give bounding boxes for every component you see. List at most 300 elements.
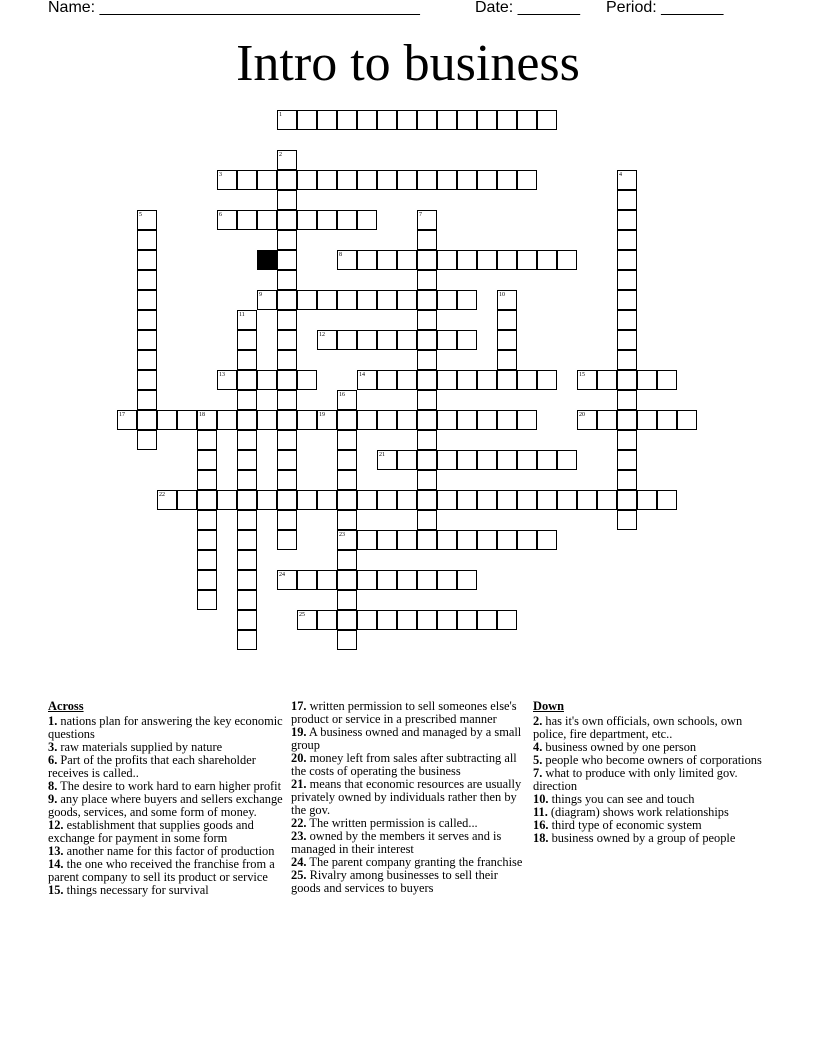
grid-cell[interactable] [657, 490, 677, 510]
grid-cell[interactable] [257, 210, 277, 230]
grid-cell[interactable] [297, 570, 317, 590]
grid-cell[interactable] [137, 330, 157, 350]
grid-cell[interactable] [497, 330, 517, 350]
grid-cell[interactable] [537, 250, 557, 270]
grid-cell[interactable] [497, 110, 517, 130]
grid-cell[interactable] [137, 310, 157, 330]
grid-cell[interactable] [417, 570, 437, 590]
grid-cell[interactable] [357, 530, 377, 550]
grid-cell[interactable] [477, 250, 497, 270]
grid-cell[interactable] [277, 250, 297, 270]
grid-cell[interactable] [137, 230, 157, 250]
grid-cell[interactable] [517, 170, 537, 190]
grid-cell[interactable] [357, 490, 377, 510]
grid-cell[interactable] [617, 330, 637, 350]
grid-cell[interactable] [477, 450, 497, 470]
grid-cell[interactable] [237, 610, 257, 630]
grid-cell[interactable] [497, 410, 517, 430]
grid-cell[interactable] [257, 490, 277, 510]
grid-cell[interactable] [457, 290, 477, 310]
grid-cell[interactable] [337, 590, 357, 610]
grid-cell[interactable] [497, 490, 517, 510]
grid-cell[interactable] [237, 590, 257, 610]
grid-cell[interactable] [277, 370, 297, 390]
clue-number: 22. [291, 816, 307, 830]
grid-cell[interactable] [437, 370, 457, 390]
clue-text: business owned by one person [542, 740, 697, 754]
grid-cell[interactable] [597, 410, 617, 430]
grid-cell[interactable] [597, 370, 617, 390]
grid-cell[interactable] [457, 570, 477, 590]
grid-cell[interactable] [437, 250, 457, 270]
clue-number-label: 13 [219, 372, 225, 378]
grid-cell[interactable] [237, 390, 257, 410]
grid-cell[interactable] [397, 370, 417, 390]
grid-cell[interactable] [377, 290, 397, 310]
grid-cell[interactable] [437, 490, 457, 510]
grid-cell[interactable] [197, 550, 217, 570]
grid-cell[interactable] [237, 210, 257, 230]
grid-cell[interactable] [537, 450, 557, 470]
clue-number: 7. [533, 766, 543, 780]
grid-cell[interactable] [357, 110, 377, 130]
grid-cell[interactable] [337, 410, 357, 430]
grid-cell[interactable] [537, 530, 557, 550]
grid-cell[interactable] [437, 450, 457, 470]
grid-cell[interactable] [237, 430, 257, 450]
grid-cell[interactable] [537, 110, 557, 130]
clue-number: 9. [48, 792, 58, 806]
grid-cell[interactable] [317, 570, 337, 590]
grid-cell[interactable] [617, 250, 637, 270]
clue-number: 5. [533, 753, 543, 767]
grid-cell[interactable] [497, 170, 517, 190]
clue-number-label: 14 [359, 372, 365, 378]
grid-cell[interactable] [357, 610, 377, 630]
grid-cell[interactable] [137, 390, 157, 410]
clue-number: 14. [48, 857, 64, 871]
grid-cell[interactable] [617, 210, 637, 230]
grid-cell[interactable] [237, 490, 257, 510]
grid-cell[interactable] [417, 110, 437, 130]
grid-cell[interactable] [457, 530, 477, 550]
clue-text: The parent company granting the franchise [306, 855, 523, 869]
grid-cell[interactable] [197, 510, 217, 530]
grid-cell[interactable] [617, 290, 637, 310]
grid-cell[interactable] [337, 610, 357, 630]
clue-number-label: 17 [119, 412, 125, 418]
grid-cell[interactable] [557, 490, 577, 510]
clue-number: 17. [291, 699, 307, 713]
grid-cell[interactable] [337, 170, 357, 190]
grid-cell[interactable] [457, 250, 477, 270]
grid-cell[interactable] [417, 330, 437, 350]
grid-cell[interactable] [337, 110, 357, 130]
clue-text: has it's own officials, own schools, own police, fire department, etc.. [533, 714, 743, 741]
grid-cell[interactable] [397, 250, 417, 270]
grid-cell[interactable] [197, 490, 217, 510]
grid-cell[interactable] [437, 110, 457, 130]
grid-cell[interactable] [277, 490, 297, 510]
across-clue-list-2 [291, 700, 527, 895]
grid-cell[interactable] [417, 470, 437, 490]
grid-cell[interactable] [477, 110, 497, 130]
clue-item [533, 715, 769, 741]
grid-cell[interactable] [457, 370, 477, 390]
clue-item [48, 793, 284, 819]
clue-number-label: 10 [499, 292, 505, 298]
grid-cell[interactable] [377, 110, 397, 130]
grid-cell[interactable] [517, 530, 537, 550]
grid-cell[interactable] [617, 190, 637, 210]
grid-cell[interactable] [277, 310, 297, 330]
clue-number-label: 11 [239, 312, 245, 318]
clue-column-2 [291, 700, 527, 895]
grid-cell[interactable] [557, 250, 577, 270]
grid-cell[interactable] [357, 570, 377, 590]
grid-cell[interactable] [477, 170, 497, 190]
grid-cell[interactable] [237, 410, 257, 430]
grid-cell[interactable] [437, 330, 457, 350]
grid-cell[interactable] [277, 470, 297, 490]
grid-cell[interactable] [357, 210, 377, 230]
grid-cell[interactable] [457, 450, 477, 470]
grid-cell[interactable] [417, 530, 437, 550]
grid-cell[interactable] [237, 330, 257, 350]
grid-cell[interactable] [317, 170, 337, 190]
grid-cell[interactable] [277, 450, 297, 470]
grid-cell[interactable] [277, 210, 297, 230]
grid-cell[interactable] [377, 170, 397, 190]
grid-cell[interactable] [517, 110, 537, 130]
clue-item [291, 830, 527, 856]
grid-cell[interactable] [337, 450, 357, 470]
clue-item [291, 700, 527, 726]
grid-cell[interactable] [257, 370, 277, 390]
grid-cell[interactable] [477, 370, 497, 390]
grid-cell[interactable] [277, 330, 297, 350]
grid-cell[interactable] [317, 110, 337, 130]
grid-cell[interactable] [237, 530, 257, 550]
down-clue-list [533, 715, 769, 845]
grid-cell[interactable] [397, 330, 417, 350]
clue-number: 4. [533, 740, 543, 754]
grid-cell[interactable] [437, 170, 457, 190]
grid-cell[interactable] [377, 610, 397, 630]
clue-number-label: 19 [319, 412, 325, 418]
grid-cell[interactable] [477, 610, 497, 630]
grid-cell[interactable] [157, 410, 177, 430]
clue-text: things you can see and touch [548, 792, 695, 806]
grid-cell[interactable] [377, 330, 397, 350]
grid-cell[interactable] [537, 370, 557, 390]
grid-cell[interactable] [237, 510, 257, 530]
grid-cell[interactable] [597, 490, 617, 510]
grid-cell[interactable] [297, 290, 317, 310]
grid-cell[interactable] [477, 530, 497, 550]
grid-cell[interactable] [497, 350, 517, 370]
grid-cell[interactable] [397, 110, 417, 130]
grid-cell[interactable] [177, 410, 197, 430]
grid-cell[interactable] [617, 270, 637, 290]
clue-text: any place where buyers and sellers exchange goods, services, and some form of money. [48, 792, 283, 819]
clue-number: 15. [48, 883, 64, 897]
grid-cell[interactable] [457, 610, 477, 630]
grid-cell[interactable] [457, 170, 477, 190]
grid-cell[interactable] [277, 350, 297, 370]
grid-cell[interactable] [617, 430, 637, 450]
grid-cell[interactable] [417, 450, 437, 470]
clue-number: 11. [533, 805, 548, 819]
grid-cell[interactable] [357, 290, 377, 310]
grid-cell[interactable] [217, 490, 237, 510]
grid-cell[interactable] [257, 170, 277, 190]
grid-cell[interactable] [337, 470, 357, 490]
grid-cell[interactable] [437, 290, 457, 310]
grid-cell[interactable] [397, 410, 417, 430]
date-field-label[interactable]: Date: _______ [475, 0, 580, 16]
grid-cell[interactable] [497, 450, 517, 470]
grid-cell[interactable] [657, 370, 677, 390]
grid-cell[interactable] [137, 370, 157, 390]
grid-cell[interactable] [237, 550, 257, 570]
grid-cell[interactable] [377, 250, 397, 270]
grid-cell[interactable] [317, 610, 337, 630]
grid-cell[interactable] [237, 170, 257, 190]
grid-cell[interactable] [377, 370, 397, 390]
clue-number-label: 1 [279, 112, 282, 118]
clue-number: 6. [48, 753, 58, 767]
grid-cell[interactable] [297, 110, 317, 130]
clue-text: The desire to work hard to earn higher profit [57, 779, 282, 793]
grid-cell[interactable] [357, 410, 377, 430]
grid-cell[interactable] [417, 230, 437, 250]
clue-number-label: 23 [339, 532, 345, 538]
grid-cell[interactable] [417, 170, 437, 190]
grid-cell[interactable] [417, 390, 437, 410]
clue-number: 25. [291, 868, 307, 882]
grid-cell[interactable] [397, 290, 417, 310]
grid-cell[interactable] [197, 590, 217, 610]
grid-cell[interactable] [397, 610, 417, 630]
grid-cell[interactable] [237, 630, 257, 650]
grid-cell[interactable] [437, 570, 457, 590]
grid-cell[interactable] [397, 450, 417, 470]
clue-number-label: 15 [579, 372, 585, 378]
grid-cell[interactable] [477, 490, 497, 510]
grid-cell[interactable] [277, 510, 297, 530]
grid-cell[interactable] [277, 230, 297, 250]
grid-cell[interactable] [577, 490, 597, 510]
grid-cell[interactable] [277, 530, 297, 550]
grid-cell[interactable] [357, 330, 377, 350]
grid-cell[interactable] [617, 410, 637, 430]
across-heading: Across [48, 699, 84, 713]
grid-cell[interactable] [257, 410, 277, 430]
grid-cell[interactable] [497, 610, 517, 630]
grid-cell[interactable] [517, 450, 537, 470]
grid-cell[interactable] [417, 610, 437, 630]
grid-cell[interactable] [197, 530, 217, 550]
grid-cell[interactable] [417, 410, 437, 430]
grid-cell[interactable] [337, 510, 357, 530]
clue-number: 3. [48, 740, 58, 754]
grid-cell[interactable] [497, 250, 517, 270]
grid-cell[interactable] [437, 610, 457, 630]
grid-cell[interactable] [337, 550, 357, 570]
grid-cell[interactable] [137, 430, 157, 450]
grid-cell[interactable] [337, 570, 357, 590]
grid-cell[interactable] [637, 410, 657, 430]
clue-text: Rivalry among businesses to sell their goods and services to buyers [291, 868, 498, 895]
clue-number-label: 21 [379, 452, 385, 458]
grid-cell[interactable] [417, 310, 437, 330]
grid-cell[interactable] [537, 490, 557, 510]
page-title: Intro to business [236, 35, 580, 92]
grid-cell[interactable] [417, 250, 437, 270]
across-clue-list-1 [48, 715, 284, 897]
grid-cell[interactable] [377, 570, 397, 590]
grid-cell[interactable] [417, 370, 437, 390]
grid-cell[interactable] [237, 350, 257, 370]
grid-cell[interactable] [317, 210, 337, 230]
grid-cell[interactable] [617, 510, 637, 530]
grid-cell[interactable] [497, 310, 517, 330]
grid-cell[interactable] [477, 410, 497, 430]
clue-text: people who become owners of corporations [542, 753, 762, 767]
grid-cell[interactable] [617, 350, 637, 370]
grid-cell[interactable] [377, 490, 397, 510]
grid-cell[interactable] [517, 370, 537, 390]
grid-cell[interactable] [377, 410, 397, 430]
grid-cell[interactable] [417, 430, 437, 450]
clue-number: 13. [48, 844, 64, 858]
grid-cell[interactable] [457, 410, 477, 430]
grid-cell[interactable] [677, 410, 697, 430]
grid-cell[interactable] [397, 490, 417, 510]
grid-cell[interactable] [357, 250, 377, 270]
clue-item [533, 832, 769, 845]
grid-cell[interactable] [417, 350, 437, 370]
clue-text: what to produce with only limited gov. direction [533, 766, 738, 793]
grid-cell[interactable] [417, 490, 437, 510]
grid-cell[interactable] [277, 410, 297, 430]
grid-cell[interactable] [337, 430, 357, 450]
grid-cell[interactable] [217, 410, 237, 430]
grid-cell[interactable] [237, 450, 257, 470]
grid-cell[interactable] [617, 370, 637, 390]
name-field-label[interactable]: Name: ____________________________________ [48, 0, 420, 16]
grid-cell[interactable] [517, 410, 537, 430]
grid-cell[interactable] [617, 390, 637, 410]
grid-cell[interactable] [457, 490, 477, 510]
grid-cell[interactable] [197, 570, 217, 590]
grid-cell[interactable] [397, 530, 417, 550]
grid-cell[interactable] [337, 290, 357, 310]
grid-cell[interactable] [457, 330, 477, 350]
grid-cell[interactable] [397, 570, 417, 590]
clue-number-label: 18 [199, 412, 205, 418]
grid-cell[interactable] [197, 450, 217, 470]
grid-cell[interactable] [297, 490, 317, 510]
grid-cell[interactable] [177, 490, 197, 510]
grid-cell[interactable] [337, 330, 357, 350]
grid-cell[interactable] [497, 530, 517, 550]
grid-cell[interactable] [497, 370, 517, 390]
period-field-label[interactable]: Period: _______ [606, 0, 724, 16]
clue-number: 20. [291, 751, 307, 765]
grid-cell[interactable] [277, 430, 297, 450]
grid-cell[interactable] [657, 410, 677, 430]
grid-cell[interactable] [337, 490, 357, 510]
grid-cell[interactable] [277, 290, 297, 310]
grid-cell[interactable] [437, 530, 457, 550]
grid-cell[interactable] [637, 490, 657, 510]
grid-cell[interactable] [517, 490, 537, 510]
grid-cell[interactable] [637, 370, 657, 390]
grid-cell[interactable] [337, 630, 357, 650]
grid-cell[interactable] [297, 410, 317, 430]
grid-cell[interactable] [137, 410, 157, 430]
grid-cell[interactable] [237, 570, 257, 590]
grid-cell[interactable] [137, 350, 157, 370]
clue-number-label: 6 [219, 212, 222, 218]
clue-text: A business owned and managed by a small group [291, 725, 522, 752]
grid-cell[interactable] [617, 450, 637, 470]
grid-cell[interactable] [337, 210, 357, 230]
grid-cell[interactable] [137, 290, 157, 310]
clue-text: the one who received the franchise from a parent company to sell its product or service [48, 857, 275, 884]
grid-cell[interactable] [237, 370, 257, 390]
grid-cell[interactable] [197, 470, 217, 490]
grid-cell[interactable] [617, 470, 637, 490]
grid-cell[interactable] [617, 490, 637, 510]
grid-cell[interactable] [197, 430, 217, 450]
clue-item [291, 778, 527, 817]
grid-cell[interactable] [277, 390, 297, 410]
grid-cell[interactable] [377, 530, 397, 550]
grid-cell[interactable] [397, 170, 417, 190]
clue-item [48, 819, 284, 845]
clue-number-label: 20 [579, 412, 585, 418]
grid-cell[interactable] [617, 230, 637, 250]
clue-item [291, 726, 527, 752]
grid-cell[interactable] [137, 270, 157, 290]
grid-cell[interactable] [457, 110, 477, 130]
grid-cell[interactable] [417, 290, 437, 310]
grid-cell[interactable] [277, 270, 297, 290]
grid-cell[interactable] [137, 250, 157, 270]
grid-cell[interactable] [437, 410, 457, 430]
clue-column-3 [533, 700, 769, 845]
grid-cell[interactable] [277, 170, 297, 190]
grid-cell[interactable] [517, 250, 537, 270]
grid-cell[interactable] [237, 470, 257, 490]
grid-cell[interactable] [417, 510, 437, 530]
grid-cell[interactable] [297, 370, 317, 390]
grid-cell[interactable] [357, 170, 377, 190]
grid-cell[interactable] [317, 490, 337, 510]
grid-cell[interactable] [617, 310, 637, 330]
grid-cell[interactable] [277, 190, 297, 210]
grid-cell[interactable] [297, 170, 317, 190]
grid-cell[interactable] [417, 270, 437, 290]
clue-column-1 [48, 700, 284, 897]
grid-cell[interactable] [557, 450, 577, 470]
clue-text: Part of the profits that each shareholder receives is called.. [48, 753, 256, 780]
grid-cell[interactable] [297, 210, 317, 230]
grid-cell[interactable] [317, 290, 337, 310]
